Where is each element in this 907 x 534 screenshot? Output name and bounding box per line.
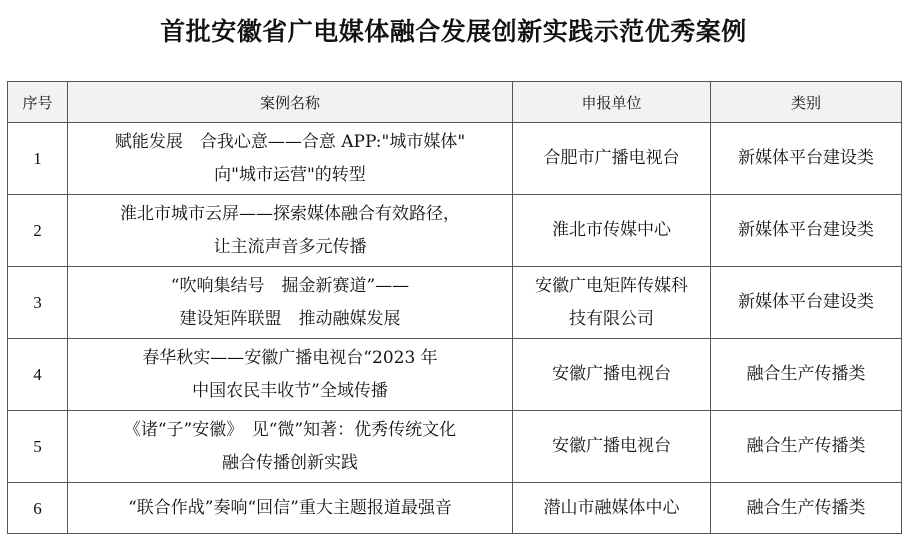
row-no: 6 bbox=[8, 483, 68, 534]
unit-line: 安徽广播电视台 bbox=[552, 364, 671, 384]
unit-line: 合肥市广播电视台 bbox=[543, 148, 680, 168]
row-unit bbox=[513, 267, 711, 339]
row-no: 2 bbox=[8, 195, 68, 267]
row-no: 3 bbox=[8, 267, 68, 339]
header-no: 序号 bbox=[8, 82, 68, 123]
table-row bbox=[8, 267, 902, 339]
header-case-name: 案例名称 bbox=[68, 82, 513, 123]
table-row bbox=[8, 339, 902, 411]
row-case-name bbox=[68, 339, 513, 411]
unit-line: 安徽广电矩阵传媒科 bbox=[535, 275, 688, 296]
unit-line: 淮北市传媒中心 bbox=[552, 220, 671, 240]
row-case-name bbox=[68, 123, 513, 195]
table-header-row bbox=[8, 82, 902, 123]
row-category: 融合生产传播类 bbox=[711, 483, 902, 534]
row-category: 新媒体平台建设类 bbox=[711, 195, 902, 267]
row-category: 新媒体平台建设类 bbox=[711, 267, 902, 339]
row-unit bbox=[513, 123, 711, 195]
case-name-line: 中国农民丰收节”全域传播 bbox=[192, 380, 388, 401]
unit-line: 潜山市融媒体中心 bbox=[543, 497, 680, 518]
case-name-line: 赋能发展 合我心意——合意 APP:"城市媒体" bbox=[114, 131, 466, 152]
row-unit bbox=[513, 339, 711, 411]
unit-line: 安徽广播电视台 bbox=[552, 436, 671, 456]
table-row bbox=[8, 411, 902, 483]
case-name-line: 融合传播创新实践 bbox=[222, 452, 358, 473]
case-name-line: 建设矩阵联盟 推动融媒发展 bbox=[179, 308, 401, 329]
row-category: 新媒体平台建设类 bbox=[711, 123, 902, 195]
table-row bbox=[8, 195, 902, 267]
page-title: 首批安徽省广电媒体融合发展创新实践示范优秀案例 bbox=[160, 17, 747, 46]
header-unit: 申报单位 bbox=[513, 82, 711, 123]
case-name-line: 《诸“子”安徽》 见“微”知著：优秀传统文化 bbox=[123, 419, 457, 440]
header-category: 类别 bbox=[711, 82, 902, 123]
case-name-line: 向"城市运营"的转型 bbox=[214, 164, 366, 185]
row-no: 4 bbox=[8, 339, 68, 411]
row-unit bbox=[513, 195, 711, 267]
row-category: 融合生产传播类 bbox=[711, 411, 902, 483]
case-name-line: 春华秋实——安徽广播电视台“2023 年 bbox=[142, 347, 438, 368]
row-category: 融合生产传播类 bbox=[711, 339, 902, 411]
cases-table bbox=[7, 81, 902, 534]
row-case-name bbox=[68, 195, 513, 267]
row-unit bbox=[513, 411, 711, 483]
row-no: 5 bbox=[8, 411, 68, 483]
table-row bbox=[8, 123, 902, 195]
row-case-name bbox=[68, 411, 513, 483]
row-no: 1 bbox=[8, 123, 68, 195]
case-name-line: 让主流声音多元传播 bbox=[213, 236, 367, 257]
case-name-line: “联合作战”奏响“回信”重大主题报道最强音 bbox=[128, 497, 452, 518]
unit-line: 技有限公司 bbox=[569, 308, 654, 329]
case-name-line: 淮北市城市云屏——探索媒体融合有效路径， bbox=[120, 203, 460, 224]
row-case-name bbox=[68, 267, 513, 339]
case-name-line: “吹响集结号 掘金新赛道”—— bbox=[170, 275, 410, 296]
